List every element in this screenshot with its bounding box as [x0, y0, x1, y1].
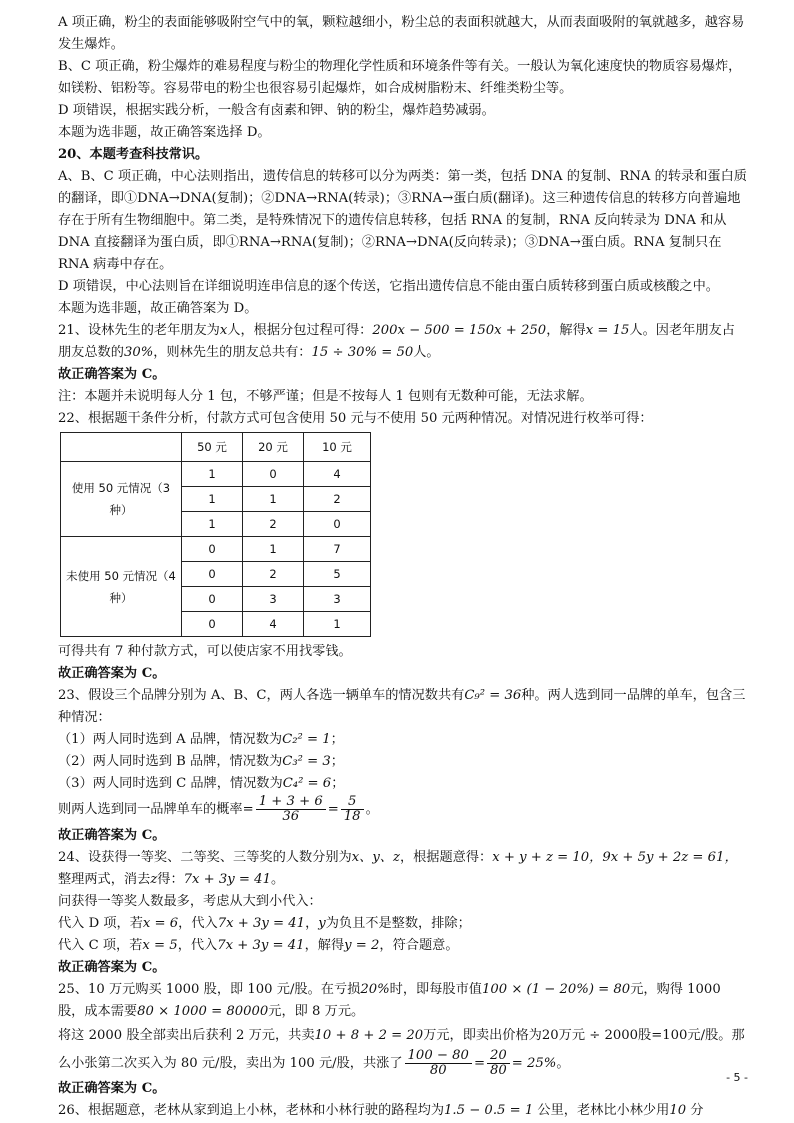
- group-not-used-50: 未使用 50 元情况（4 种）: [61, 537, 182, 637]
- case-a: （1）两人同时选到 A 品牌，情况数为C₂² = 1；: [58, 732, 344, 747]
- page-number: - 5 -: [726, 1071, 748, 1084]
- question-21: 21、设林先生的老年朋友为x人，根据分包过程可得：200x − 500 = 150x + 250，解得x = 15人。因老年朋友占朋友总数的30%，则林先生的朋友总共有：15 ÷ 30% = 50人。: [58, 323, 735, 360]
- table-cell: 2: [243, 512, 304, 537]
- question-23: 23、假设三个品牌分别为 A、B、C，两人各选一辆单车的情况数共有C₉² = 36种。两人选到同一品牌的单车，包含三种情况：: [58, 688, 746, 725]
- table-cell: 0: [182, 537, 243, 562]
- table-cell: 0: [182, 587, 243, 612]
- question-24-hint: 问获得一等奖人数最多，考虑从大到小代入：: [58, 894, 322, 909]
- table-cell: 3: [304, 587, 371, 612]
- fraction: $\frac{100 - 80}{80}$: [405, 1049, 472, 1078]
- question-24-d: 代入 D 项，若x = 6，代入7x + 3y = 41，y为负且不是整数，排除；: [58, 916, 471, 931]
- table-cell: 0: [304, 512, 371, 537]
- answer-24: 故正确答案为 C。: [58, 960, 166, 975]
- table-cell: 5: [304, 562, 371, 587]
- table-cell: 1: [243, 537, 304, 562]
- answer-22: 故正确答案为 C。: [58, 666, 166, 681]
- question-25-sell: 将这 2000 股全部卖出后获利 2 万元，共卖10 + 8 + 2 = 20万元，即卖出价格为20万元 ÷ 2000股=100元/股。那么小张第二次买入为 80 元/股，卖出为 100 元/股，共涨了 $\frac{100 - 80}{80}$ = $\frac{20}{80}$ = 25%。: [58, 1028, 745, 1078]
- paragraph-a: A 项正确，粉尘的表面能够吸附空气中的氧，颗粒越细小，粉尘总的表面积就越大，从而表面吸附的氧就越多，越容易发生爆炸。: [58, 15, 745, 52]
- table-cell: 1: [304, 612, 371, 637]
- table-header: 10 元: [304, 433, 371, 462]
- answer-19: 本题为选非题，故正确答案选择 D。: [58, 125, 271, 140]
- table-cell: 3: [243, 587, 304, 612]
- question-22: 22、根据题干条件分析，付款方式可包含使用 50 元与不使用 50 元两种情况。对情况进行枚举可得：: [58, 411, 653, 426]
- answer-25: 故正确答案为 C。: [58, 1081, 166, 1096]
- document-page: [58, 12, 748, 1122]
- question-20-d: D 项错误，中心法则旨在详细说明连串信息的逐个传送，它指出遗传信息不能由蛋白质转移到蛋白质或核酸之中。: [58, 279, 719, 294]
- table-cell: 4: [304, 462, 371, 487]
- table-cell: 1: [243, 487, 304, 512]
- table-cell: 0: [182, 612, 243, 637]
- question-24-c: 代入 C 项，若x = 5，代入7x + 3y = 41，解得y = 2，符合题意。: [58, 938, 459, 953]
- payment-table: [60, 432, 371, 637]
- table-cell: 2: [243, 562, 304, 587]
- note-21: 注：本题并未说明每人分 1 包，不够严谨；但是不按每人 1 包则有无数种可能，无法求解。: [58, 389, 593, 404]
- table-cell: 0: [182, 562, 243, 587]
- question-26: 26、根据题意，老林从家到追上小林，老林和小林行驶的路程均为1.5 − 0.5 = 1 公里，老林比小林少用10 分: [58, 1103, 704, 1118]
- question-25: 25、10 万元购买 1000 股，即 100 元/股。在亏损20%时，即每股市值100 × (1 − 20%) = 80元，购得 1000 股，成本需要80 × 1000 = 80000元，即 8 万元。: [58, 982, 721, 1019]
- table-cell: 1: [182, 512, 243, 537]
- answer-23: 故正确答案为 C。: [58, 828, 166, 843]
- table-cell: 7: [304, 537, 371, 562]
- table-corner: [61, 433, 182, 462]
- question-20-abc: A、B、C 项正确，中心法则指出，遗传信息的转移可以分为两类：第一类，包括 DNA 的复制、RNA 的转录和蛋白质的翻译，即①DNA→DNA(复制)；②DNA→RNA(转录)；③RNA→蛋白质(翻译)。这三种遗传信息的转移方向普遍地存在于所有生物细胞中。第二类，是特殊情况下的遗传信息转移，包括 RNA 的复制，RNA 反向转录为 DNA 和从 DNA 直接翻译为蛋白质，即①RNA→RNA(复制)；②RNA→DNA(反向转录)；③DNA→蛋白质。RNA 复制只在 RNA 病毒中存在。: [58, 169, 747, 272]
- table-cell: 2: [304, 487, 371, 512]
- case-c: （3）两人同时选到 C 品牌，情况数为C₄² = 6；: [58, 776, 345, 791]
- table-cell: 1: [182, 462, 243, 487]
- question-22-result: 可得共有 7 种付款方式，可以使店家不用找零钱。: [58, 644, 352, 659]
- paragraph-d: D 项错误，根据实践分析，一般含有卤素和钾、钠的粉尘，爆炸趋势减弱。: [58, 103, 495, 118]
- question-20-heading: 20、本题考查科技常识。: [58, 147, 209, 162]
- answer-21: 故正确答案为 C。: [58, 367, 166, 382]
- table-header: 50 元: [182, 433, 243, 462]
- case-b: （2）两人同时选到 B 品牌，情况数为C₃² = 3；: [58, 754, 344, 769]
- group-used-50: 使用 50 元情况（3 种）: [61, 462, 182, 537]
- answer-20: 本题为选非题，故正确答案为 D。: [58, 301, 258, 316]
- table-cell: 0: [243, 462, 304, 487]
- probability-line: 则两人选到同一品牌单车的概率= $\frac{1 + 3 + 6}{36}$ = $\frac{5}{18}$ 。: [58, 794, 379, 824]
- question-24-eliminate: 整理两式，消去z得：7x + 3y = 41。: [58, 872, 285, 887]
- question-24: 24、设获得一等奖、二等奖、三等奖的人数分别为x、y、z，根据题意得：x + y + z = 10，9x + 5y + 2z = 61，: [58, 850, 738, 865]
- table-header: 20 元: [243, 433, 304, 462]
- fraction: $\frac{1 + 3 + 6}{36}$: [256, 795, 326, 824]
- table-cell: 1: [182, 487, 243, 512]
- table-cell: 4: [243, 612, 304, 637]
- paragraph-bc: B、C 项正确，粉尘爆炸的难易程度与粉尘的物理化学性质和环境条件等有关。一般认为氧化速度快的物质容易爆炸，如镁粉、铝粉等。容易带电的粉尘也很容易引起爆炸，如合成树脂粉末、纤维类粉尘等。: [58, 59, 742, 96]
- fraction: $\frac{5}{18}$: [341, 795, 364, 824]
- fraction: $\frac{20}{80}$: [487, 1049, 510, 1078]
